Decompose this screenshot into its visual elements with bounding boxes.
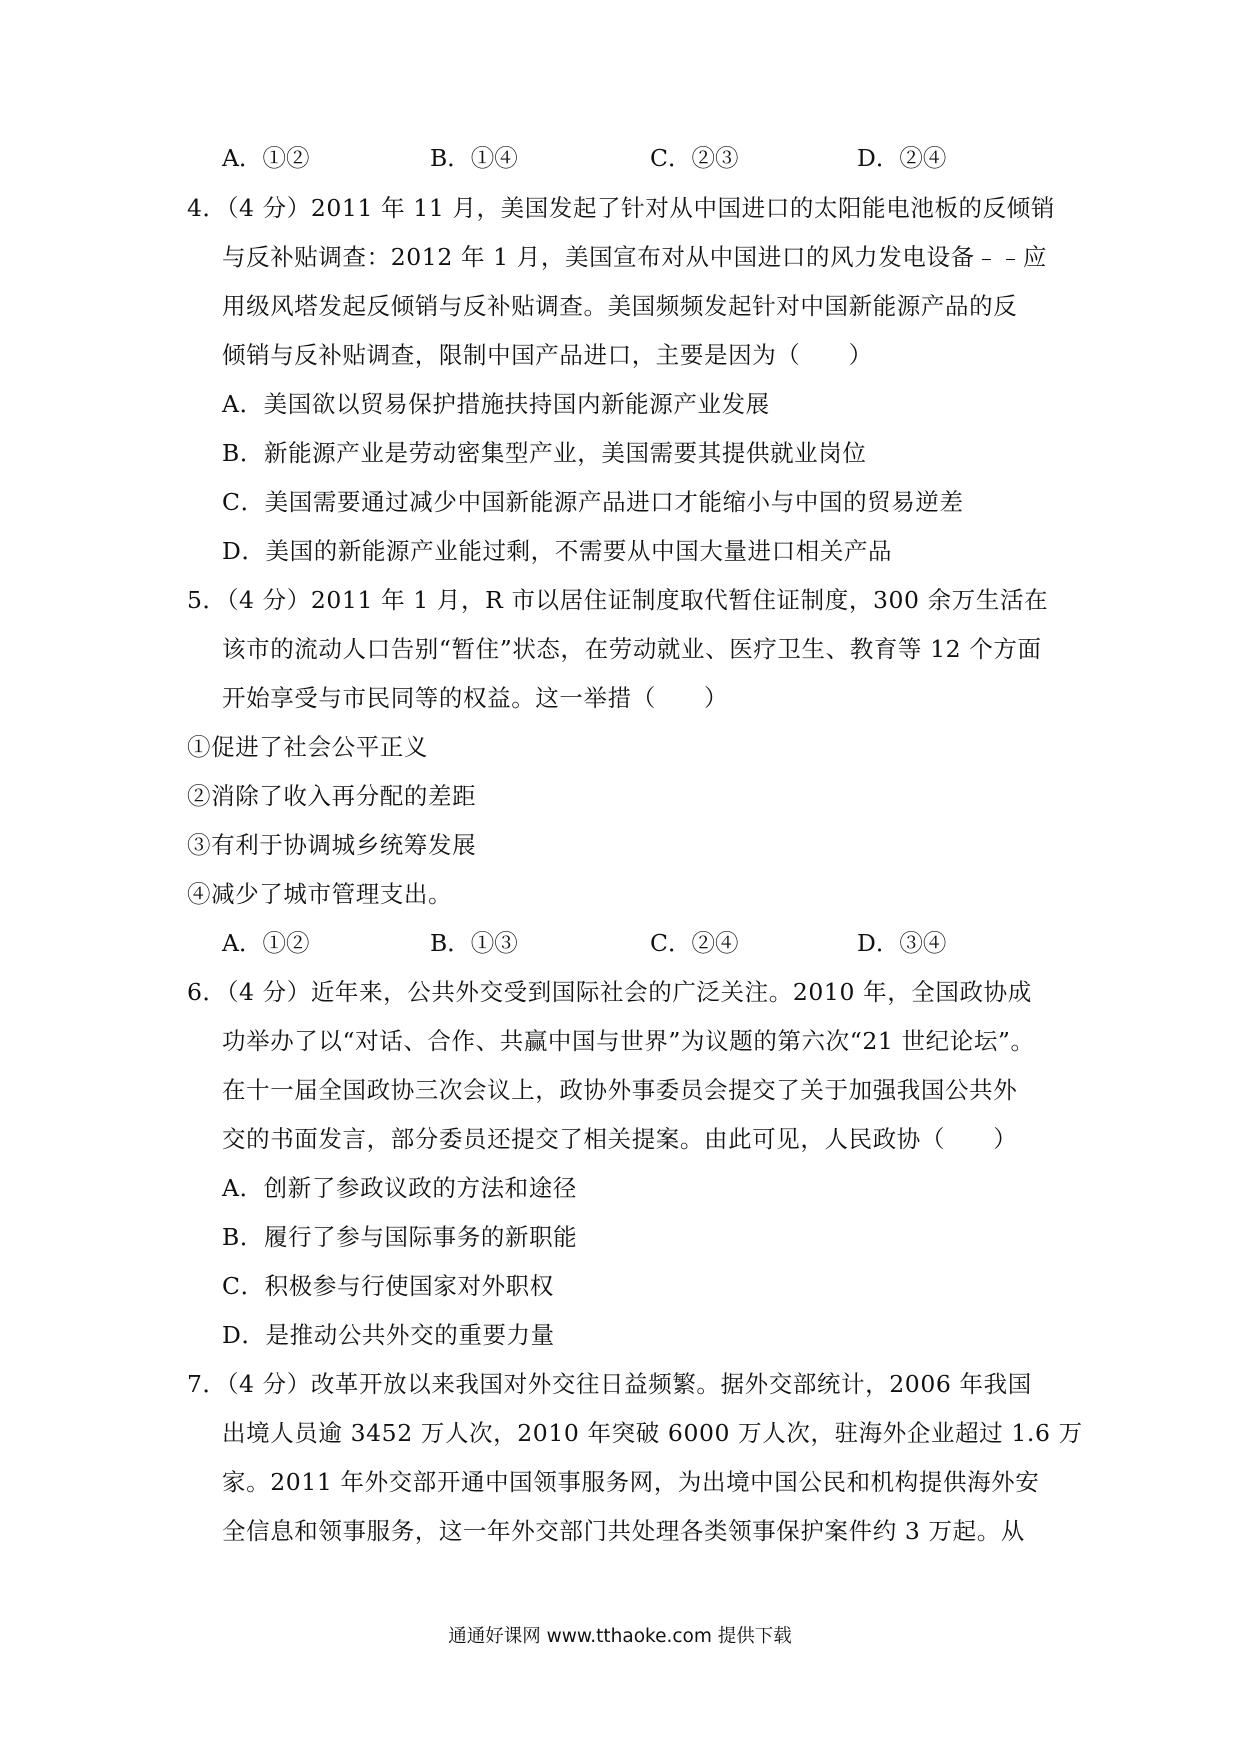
q4-stem-line-4: 倾销与反补贴调查，限制中国产品进口，主要是因为（ ） [222, 341, 873, 369]
q4-option-d: D．美国的新能源产业能过剩，不需要从中国大量进口相关产品 [222, 537, 893, 565]
q7-stem-line-4: 全信息和领事服务，这一年外交部门共处理各类领事保护案件约 3 万起。从 [222, 1517, 1025, 1545]
q5-statement-1: ①促进了社会公平正义 [187, 733, 428, 761]
q5-statement-2: ②消除了收入再分配的差距 [187, 782, 477, 810]
q6-option-c: C．积极参与行使国家对外职权 [222, 1272, 554, 1300]
q7-stem-line-1: 7．（4 分）改革开放以来我国对外交往日益频繁。据外交部统计，2006 年我国 [187, 1370, 1032, 1398]
q5-statement-3: ③有利于协调城乡统筹发展 [187, 831, 477, 859]
q7-stem-line-2: 出境人员逾 3452 万人次，2010 年突破 6000 万人次，驻海外企业超过 1.6 万 [222, 1419, 1083, 1447]
q6-stem-line-3: 在十一届全国政协三次会议上，政协外事委员会提交了关于加强我国公共外 [222, 1076, 1018, 1104]
q5-option-b: B．①③ [430, 929, 518, 957]
q5-option-c: C．②④ [650, 929, 739, 957]
q3-options [0, 143, 1240, 173]
q3-option-a: A．①② [222, 144, 310, 172]
q6-option-d: D．是推动公共外交的重要力量 [222, 1321, 555, 1349]
q5-statement-4: ④减少了城市管理支出。 [187, 880, 453, 908]
q5-options [0, 928, 1240, 958]
q6-stem-line-1: 6．（4 分）近年来，公共外交受到国际社会的广泛关注。2010 年，全国政协成 [187, 978, 1032, 1006]
q5-option-a: A．①② [222, 929, 310, 957]
page-footer: 通通好课网 www.tthaoke.com 提供下载 [448, 1626, 792, 1647]
q5-option-d: D．③④ [857, 929, 947, 957]
q6-option-b: B．履行了参与国际事务的新职能 [222, 1223, 578, 1251]
q3-option-b: B．①④ [430, 144, 518, 172]
q4-option-a: A．美国欲以贸易保护措施扶持国内新能源产业发展 [222, 390, 770, 418]
q4-stem-line-2: 与反补贴调查：2012 年 1 月，美国宣布对从中国进口的风力发电设备﹣﹣应 [222, 243, 1047, 271]
q5-stem-line-2: 该市的流动人口告别“暂住”状态，在劳动就业、医疗卫生、教育等 12 个方面 [222, 635, 1042, 663]
q6-stem-line-4: 交的书面发言，部分委员还提交了相关提案。由此可见，人民政协（ ） [222, 1125, 1018, 1153]
q6-stem-line-2: 功举办了以“对话、合作、共赢中国与世界”为议题的第六次“21 世纪论坛”。 [222, 1027, 1035, 1055]
q5-stem-line-1: 5．（4 分）2011 年 1 月，R 市以居住证制度取代暂住证制度，300 余万生活在 [187, 586, 1049, 614]
q4-option-c: C．美国需要通过减少中国新能源产品进口才能缩小与中国的贸易逆差 [222, 488, 964, 516]
q6-option-a: A．创新了参政议政的方法和途径 [222, 1174, 577, 1202]
q5-stem-line-3: 开始享受与市民同等的权益。这一举措（ ） [222, 684, 729, 712]
q3-option-d: D．②④ [857, 144, 947, 172]
q3-option-c: C．②③ [650, 144, 739, 172]
q4-stem-line-3: 用级风塔发起反倾销与反补贴调查。美国频频发起针对中国新能源产品的反 [222, 292, 1018, 320]
q4-option-b: B．新能源产业是劳动密集型产业，美国需要其提供就业岗位 [222, 439, 867, 467]
q4-stem-line-1: 4．（4 分）2011 年 11 月，美国发起了针对从中国进口的太阳能电池板的反倾销 [187, 194, 1055, 222]
q7-stem-line-3: 家。2011 年外交部开通中国领事服务网，为出境中国公民和机构提供海外安 [222, 1468, 1040, 1496]
